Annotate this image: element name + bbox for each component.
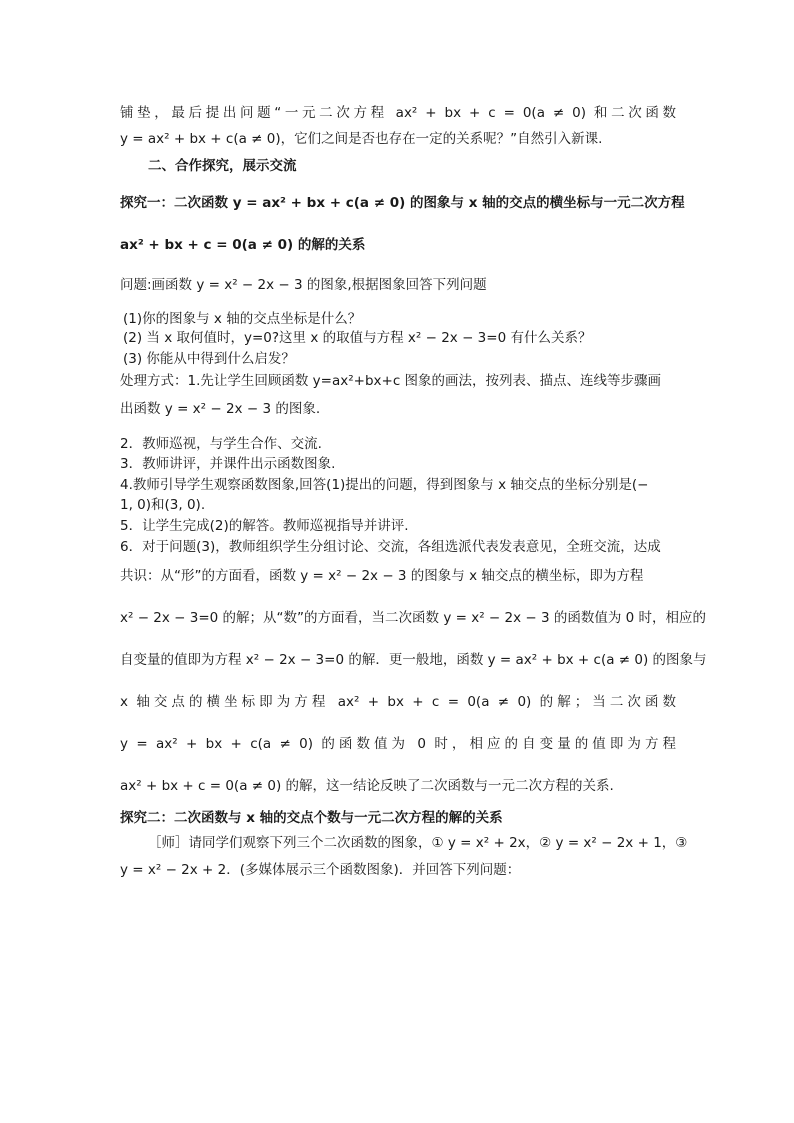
question-2: (2) 当 x 取何值时，y=0?这里 x 的取值与方程 x² − 2x − 3=0 有什么关系？ [123, 330, 592, 346]
procedure-6-line: y = ax² + bx + c(a ≠ 0) 的函数值为 0 时，相应的自变量的值即为方程 [120, 736, 676, 752]
procedure-6-line: x 轴交点的横坐标即为方程 ax² + bx + c = 0(a ≠ 0) 的解；当二次函数 [120, 694, 676, 710]
procedure-6-line: x² − 2x − 3=0 的解；从“数”的方面看，当二次函数 y = x² − 2x − 3 的函数值为 0 时，相应的 [120, 610, 707, 626]
procedure-2: 2．教师巡视，与学生合作、交流. [120, 436, 322, 452]
question-1: (1)你的图象与 x 轴的交点坐标是什么？ [123, 311, 362, 327]
procedure-6: 6．对于问题(3)，教师组织学生分组讨论、交流，各组选派代表发表意见，全班交流，达成 [120, 539, 661, 555]
text-line: y = ax² + bx + c(a ≠ 0)，它们之间是否也存在一定的关系呢？”自然引入新课. [120, 131, 603, 147]
procedure-1-cont: 出函数 y = x² − 2x − 3 的图象. [120, 401, 321, 417]
text-line: 铺垫，最后提出问题“一元二次方程 ax² + bx + c = 0(a ≠ 0) 和二次函数 [120, 105, 676, 121]
inquiry-2-title: 探究二：二次函数与 x 轴的交点个数与一元二次方程的解的关系 [120, 810, 503, 826]
procedure-6-line: ax² + bx + c = 0(a ≠ 0) 的解，这一结论反映了二次函数与一元二次方程的关系. [120, 778, 614, 794]
procedure-3: 3．教师讲评，并课件出示函数图象. [120, 456, 336, 472]
procedure-4: 4.教师引导学生观察函数图象,回答(1)提出的问题，得到图象与 x 轴交点的坐标分别是(− [120, 477, 649, 493]
inquiry-1-title-cont: ax² + bx + c = 0(a ≠ 0) 的解的关系 [120, 237, 366, 253]
procedure-4-cont: 1, 0)和(3, 0). [120, 497, 206, 513]
procedure-6-line: 共识：从“形”的方面看，函数 y = x² − 2x − 3 的图象与 x 轴交点的横坐标，即为方程 [120, 568, 644, 584]
teacher-instruction-cont: y = x² − 2x + 2．(多媒体展示三个函数图象)．并回答下列问题： [120, 862, 521, 878]
procedure-5: 5．让学生完成(2)的解答。教师巡视指导并讲评. [120, 518, 409, 534]
inquiry-1-title: 探究一：二次函数 y = ax² + bx + c(a ≠ 0) 的图象与 x 轴的交点的横坐标与一元二次方程 [120, 195, 685, 211]
procedure-6-line: 自变量的值即为方程 x² − 2x − 3=0 的解．更一般地，函数 y = ax² + bx + c(a ≠ 0) 的图象与 [120, 652, 707, 668]
problem-statement: 问题:画函数 y = x² − 2x − 3 的图象,根据图象回答下列问题 [120, 277, 487, 293]
section-heading: 二、合作探究，展示交流 [148, 158, 297, 174]
teacher-instruction: ［师］请同学们观察下列三个二次函数的图象，① y = x² + 2x，② y = x² − 2x + 1，③ [148, 835, 688, 851]
procedure-1: 处理方式：1.先让学生回顾函数 y=ax²+bx+c 图象的画法，按列表、描点、连线等步骤画 [120, 373, 662, 389]
question-3: (3) 你能从中得到什么启发？ [123, 351, 295, 367]
